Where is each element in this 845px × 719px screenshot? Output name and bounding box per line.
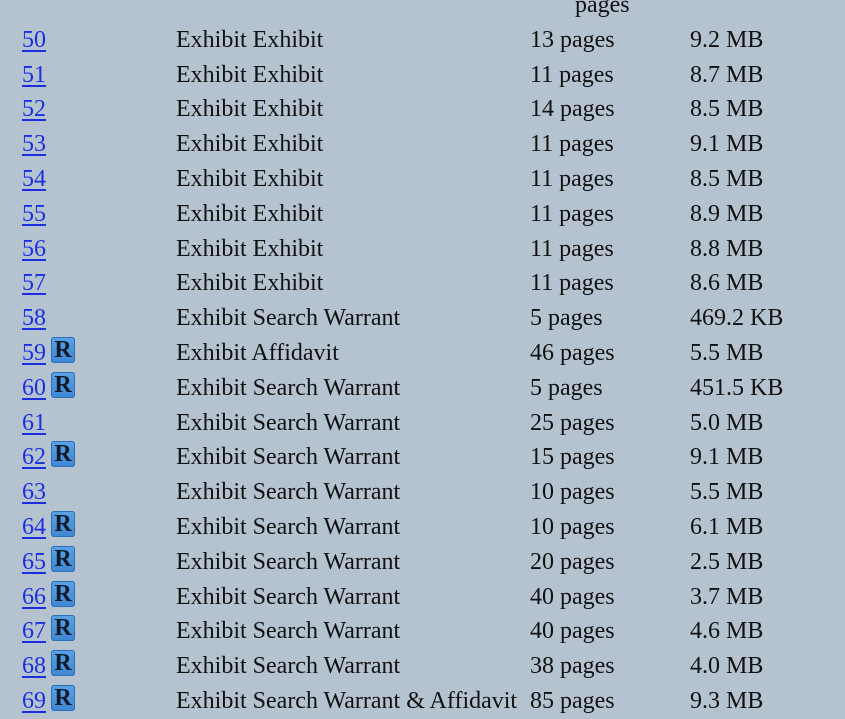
entry-file-size: 8.9 MB (690, 200, 764, 227)
entry-number-cell (22, 58, 46, 93)
entry-page-count: 38 pages (530, 653, 615, 680)
table-row (0, 58, 845, 93)
entry-number-cell (22, 127, 46, 162)
entry-page-count: 11 pages (530, 200, 614, 227)
entry-number-link[interactable]: 67 (22, 618, 46, 645)
entry-number-cell (22, 684, 75, 719)
entry-number-link[interactable]: 63 (22, 479, 46, 506)
entry-page-count: 40 pages (530, 583, 615, 610)
entry-number-cell (22, 510, 75, 545)
table-row (0, 684, 845, 719)
entry-number-link[interactable]: 54 (22, 165, 46, 192)
entry-description: Exhibit Search Warrant (176, 409, 401, 436)
entry-number-link[interactable]: 59 (22, 339, 46, 366)
entry-file-size: 8.6 MB (690, 270, 764, 297)
entry-number-link[interactable]: 55 (22, 200, 46, 227)
entry-number-link[interactable]: 51 (22, 61, 46, 88)
entry-file-size: 4.6 MB (690, 618, 764, 645)
entry-number-cell (22, 301, 46, 336)
r-badge-icon[interactable] (51, 650, 75, 676)
table-row (0, 162, 845, 197)
entry-file-size: 3.7 MB (690, 583, 764, 610)
entry-page-count: 11 pages (530, 61, 614, 88)
entry-description: Exhibit Exhibit (176, 61, 324, 88)
entry-file-size: 8.7 MB (690, 61, 764, 88)
entry-number-cell (22, 197, 46, 232)
entry-page-count: 14 pages (530, 96, 615, 123)
entry-number-link[interactable]: 50 (22, 26, 46, 53)
entry-description: Exhibit Exhibit (176, 131, 324, 158)
entry-number-cell (22, 440, 75, 475)
entry-file-size: 9.3 MB (690, 687, 764, 714)
r-badge-icon[interactable] (51, 581, 75, 607)
entry-number-link[interactable]: 68 (22, 653, 46, 680)
entry-number-cell (22, 266, 46, 301)
r-badge-icon[interactable] (51, 615, 75, 641)
entry-file-size: 8.5 MB (690, 165, 764, 192)
entry-file-size: 469.2 KB (690, 305, 784, 332)
entry-page-count: 5 pages (530, 374, 603, 401)
entry-page-count: 11 pages (530, 235, 614, 262)
entry-page-count: 40 pages (530, 618, 615, 645)
entry-number-link[interactable]: 57 (22, 270, 46, 297)
entry-page-count: 11 pages (530, 165, 614, 192)
table-row (0, 301, 845, 336)
entry-number-cell (22, 545, 75, 580)
entry-description: Exhibit Exhibit (176, 235, 324, 262)
entry-description: Exhibit Affidavit (176, 339, 339, 366)
entry-page-count: 15 pages (530, 444, 615, 471)
entry-number-cell (22, 614, 75, 649)
table-row (0, 406, 845, 441)
entry-description: Exhibit Search Warrant (176, 444, 401, 471)
entry-number-cell (22, 336, 75, 371)
entry-number-cell (22, 232, 46, 267)
entry-number-link[interactable]: 65 (22, 548, 46, 575)
table-row (0, 266, 845, 301)
entry-page-count: 20 pages (530, 548, 615, 575)
entry-number-link[interactable]: 60 (22, 374, 46, 401)
entry-file-size: 8.5 MB (690, 96, 764, 123)
table-row (0, 336, 845, 371)
entry-page-count: 10 pages (530, 479, 615, 506)
table-row (0, 232, 845, 267)
entry-page-count: 13 pages (530, 26, 615, 53)
table-row (0, 0, 845, 23)
entry-description: Exhibit Search Warrant & Affidavit (176, 687, 518, 714)
table-row (0, 614, 845, 649)
table-row (0, 92, 845, 127)
entry-description: Exhibit Search Warrant (176, 305, 401, 332)
entry-description: Exhibit Exhibit (176, 96, 324, 123)
entry-description: Exhibit Exhibit (176, 26, 324, 53)
entry-file-size: 451.5 KB (690, 374, 784, 401)
entry-number-cell (22, 475, 46, 510)
entry-number-link[interactable]: 53 (22, 131, 46, 158)
entry-file-size: 6.1 MB (690, 513, 764, 540)
entry-description: Exhibit Exhibit (176, 270, 324, 297)
entry-description: Exhibit Search Warrant (176, 618, 401, 645)
entry-page-count: 10 pages (530, 513, 615, 540)
entry-description: Exhibit Search Warrant (176, 653, 401, 680)
entry-file-size: 9.1 MB (690, 131, 764, 158)
table-row (0, 580, 845, 615)
entry-file-size: 5.5 MB (690, 339, 764, 366)
entry-file-size: 4.0 MB (690, 653, 764, 680)
table-row (0, 127, 845, 162)
table-row (0, 23, 845, 58)
entry-file-size: 5.5 MB (690, 479, 764, 506)
entry-number-link[interactable]: 58 (22, 305, 46, 332)
r-badge-icon[interactable] (51, 337, 75, 363)
entry-description: Exhibit Search Warrant (176, 583, 401, 610)
table-row (0, 371, 845, 406)
entry-description: Exhibit Search Warrant (176, 513, 401, 540)
entry-page-count: 25 pages (530, 409, 615, 436)
entry-page-count: 11 pages (530, 270, 614, 297)
entry-file-size: 8.8 MB (690, 235, 764, 262)
entry-description: Exhibit Search Warrant (176, 548, 401, 575)
entry-description: Exhibit Search Warrant (176, 374, 401, 401)
r-badge-icon[interactable] (51, 511, 75, 537)
entry-file-size: 5.0 MB (690, 409, 764, 436)
entry-page-count: 46 pages (530, 339, 615, 366)
entry-number-cell (22, 23, 46, 58)
entry-page-count: pages (575, 0, 630, 18)
entry-number-link[interactable]: 56 (22, 235, 46, 262)
entry-number-link[interactable]: 66 (22, 583, 46, 610)
entry-number-cell (22, 406, 46, 441)
r-badge-icon[interactable] (51, 685, 75, 711)
table-row (0, 545, 845, 580)
table-row (0, 440, 845, 475)
entry-number-cell (22, 649, 75, 684)
table-row (0, 197, 845, 232)
entry-number-cell (22, 371, 75, 406)
entry-number-link[interactable]: 52 (22, 96, 46, 123)
entry-page-count: 5 pages (530, 305, 603, 332)
r-badge-icon[interactable] (51, 441, 75, 467)
entry-number-link[interactable]: 61 (22, 409, 46, 436)
entry-page-count: 11 pages (530, 131, 614, 158)
entry-description: Exhibit Exhibit (176, 200, 324, 227)
entry-number-cell (22, 162, 46, 197)
entry-description: Exhibit Search Warrant (176, 479, 401, 506)
r-badge-icon[interactable] (51, 372, 75, 398)
r-badge-icon[interactable] (51, 546, 75, 572)
table-row (0, 649, 845, 684)
entry-number-link[interactable]: 69 (22, 687, 46, 714)
entry-number-cell (22, 580, 75, 615)
entry-file-size: 9.2 MB (690, 26, 764, 53)
entry-file-size: 9.1 MB (690, 444, 764, 471)
table-row (0, 475, 845, 510)
entry-file-size: 2.5 MB (690, 548, 764, 575)
entry-number-cell (22, 92, 46, 127)
entry-description: Exhibit Exhibit (176, 165, 324, 192)
entry-number-link[interactable]: 64 (22, 513, 46, 540)
entry-page-count: 85 pages (530, 687, 615, 714)
entry-number-link[interactable]: 62 (22, 444, 46, 471)
table-row (0, 510, 845, 545)
